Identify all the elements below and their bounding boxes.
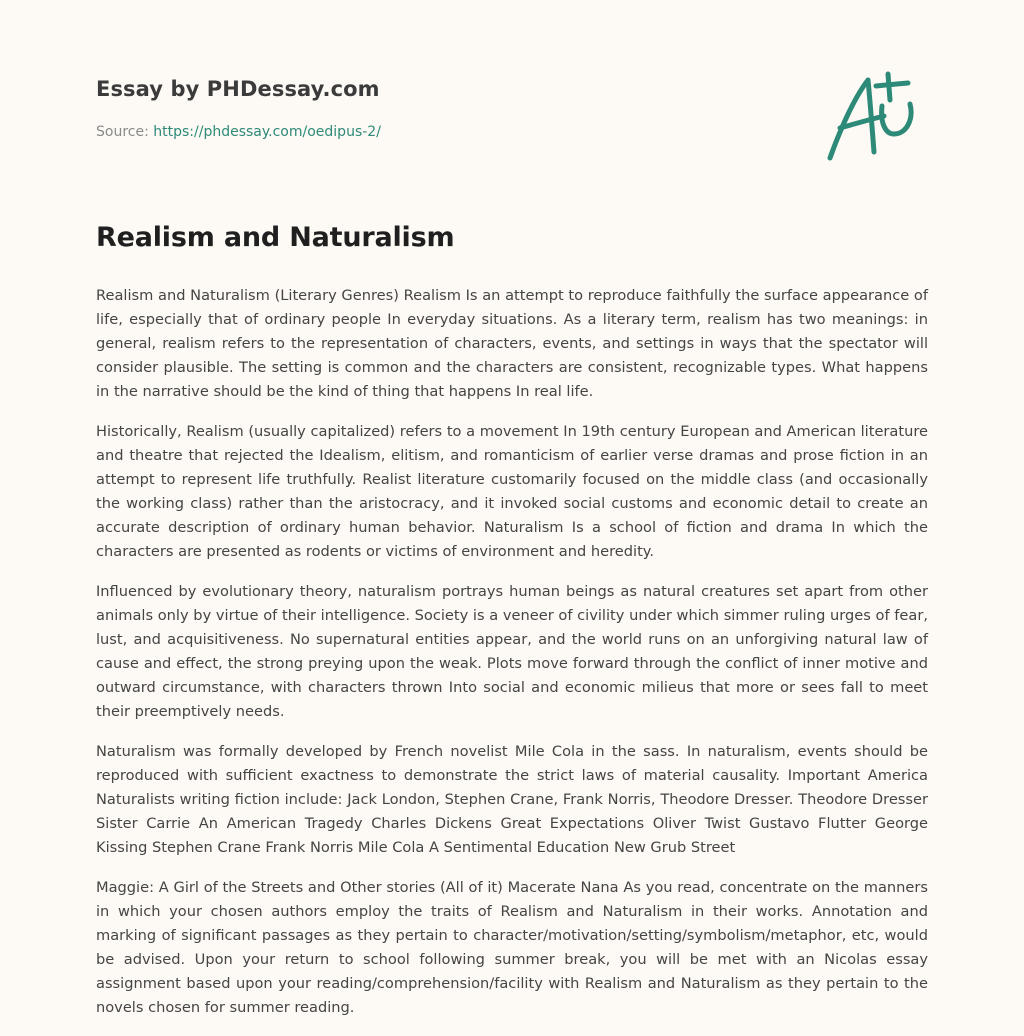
source-link[interactable]: https://phdessay.com/oedipus-2/ [153,124,381,140]
paragraph: Realism and Naturalism (Literary Genres) Realism Is an attempt to reproduce faithfully the surface appearance of life, especially that of ordinary people In everyday situations. As a literary term, realism has two meanings: in general, realism refers to the representation of characters, events, and settings in ways that the spectator will consider plausible. The setting is common and the characters are consistent, recognizable types. What happens in the narrative should be the kind of thing that happens In real life. [96,287,928,400]
a-plus-logo-icon [824,70,928,166]
paragraph: Naturalism was formally developed by French novelist Mile Cola in the sass. In naturalism, events should be reproduced with sufficient exactness to demonstrate the strict laws of material causality. Important America Naturalists writing fiction include: Jack London, Stephen Crane, Frank Norris, Theodore Dresser. Theodore Dresser Sister Carrie An American Tragedy Charles Dickens Great Expectations Oliver Twist Gustavo Flutter George Kissing Stephen Crane Frank Norris Mile Cola A Sentimental Education New Grub Street [96,743,928,856]
paragraph: Maggie: A Girl of the Streets and Other stories (All of it) Macerate Nana As you read, concentrate on the manners in which your chosen authors employ the traits of Realism and Naturalism in their works. Annotation and marking of significant passages as they pertain to character/motivation/setting/symbolism/metaphor, etc, would be advised. Upon your return to school following summer break, you will be met with an Nicolas essay assignment based upon your reading/comprehension/facility with Realism and Naturalism as they pertain to the novels chosen for summer reading. [96,879,928,1016]
article-title: Realism and Naturalism [96,222,455,253]
paragraph: Historically, Realism (usually capitalized) refers to a movement In 19th century European and American literature and theatre that rejected the Idealism, elitism, and romanticism of earlier verse dramas and prose fiction in an attempt to represent life truthfully. Realist literature customarily focused on the middle class (and occasionally the working class) rather than the aristocracy, and it invoked social customs and economic detail to create an accurate description of ordinary human behavior. Naturalism Is a school of fiction and drama In which the characters are presented as rodents or victims of environment and heredity. [96,423,928,560]
paragraph: Influenced by evolutionary theory, naturalism portrays human beings as natural creatures set apart from other animals only by virtue of their intelligence. Society is a veneer of civility under which simmer ruling urges of fear, lust, and acquisitiveness. No supernatural entities appear, and the world runs on an unforgiving natural law of cause and effect, the strong preying upon the weak. Plots move forward through the conflict of inner motive and outward circumstance, with characters thrown Into social and economic milieus that more or sees fall to meet their preemptively needs. [96,583,928,720]
page-header [96,70,928,170]
article-body [96,284,928,1036]
source-label: Source: [96,124,149,140]
brand-title: Essay by PHDessay.com [96,77,380,101]
source-line [96,124,381,140]
